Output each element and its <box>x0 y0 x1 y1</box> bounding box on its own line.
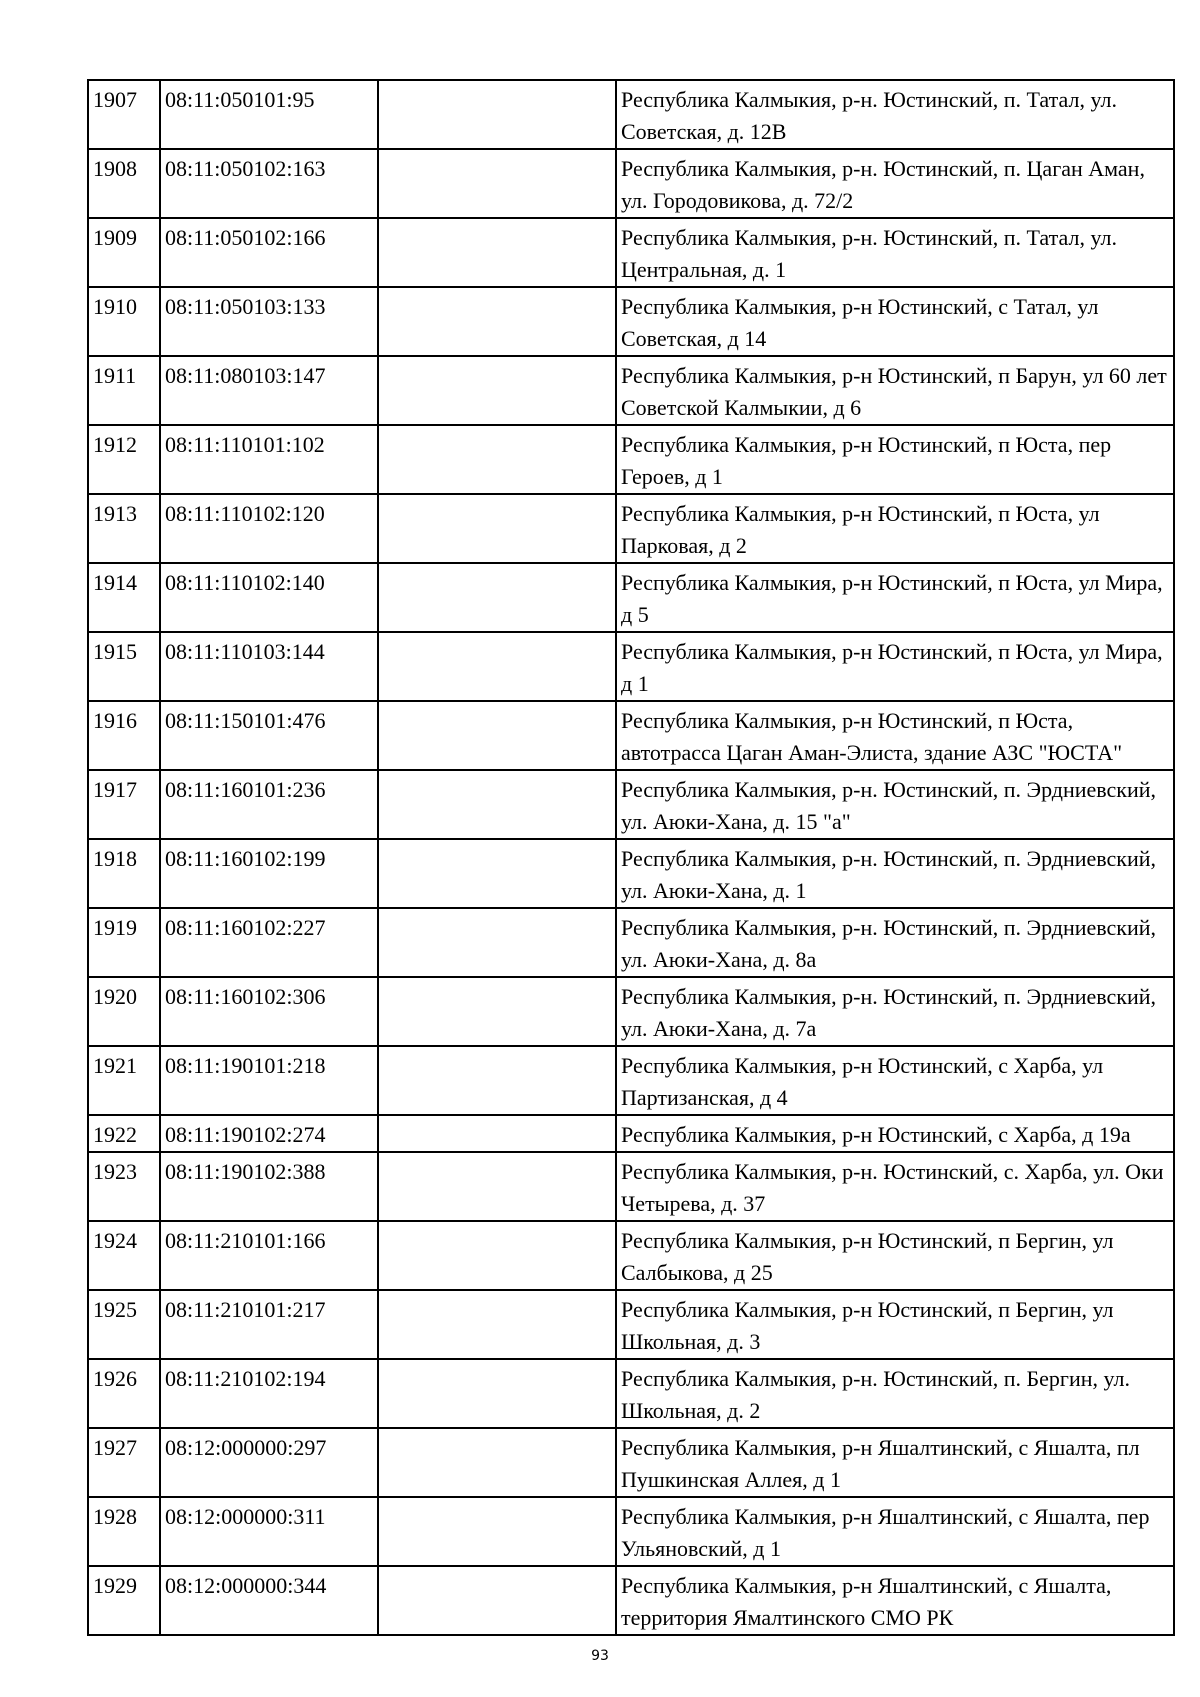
empty-cell <box>378 1428 616 1497</box>
row-number-cell: 1928 <box>88 1497 160 1566</box>
cadastral-number-cell: 08:11:160102:227 <box>160 908 378 977</box>
row-number-cell: 1917 <box>88 770 160 839</box>
property-table <box>87 79 1175 1636</box>
empty-cell <box>378 287 616 356</box>
empty-cell <box>378 977 616 1046</box>
address-cell: Республика Калмыкия, р-н Юстинский, п Юста, пер Героев, д 1 <box>616 425 1174 494</box>
table-row <box>88 80 1174 149</box>
empty-cell <box>378 632 616 701</box>
table-row <box>88 701 1174 770</box>
row-number-cell: 1920 <box>88 977 160 1046</box>
empty-cell <box>378 1290 616 1359</box>
empty-cell <box>378 149 616 218</box>
address-cell: Республика Калмыкия, р-н Юстинский, с Татал, ул Советская, д 14 <box>616 287 1174 356</box>
empty-cell <box>378 356 616 425</box>
table-row <box>88 1359 1174 1428</box>
address-cell: Республика Калмыкия, р-н Юстинский, с Харба, ул Партизанская, д 4 <box>616 1046 1174 1115</box>
table-row <box>88 908 1174 977</box>
address-cell: Республика Калмыкия, р-н Юстинский, п Бергин, ул Салбыкова, д 25 <box>616 1221 1174 1290</box>
row-number-cell: 1927 <box>88 1428 160 1497</box>
address-cell: Республика Калмыкия, р-н Юстинский, п Юста, автотрасса Цаган Аман-Элиста, здание АЗС "ЮСТА" <box>616 701 1174 770</box>
table-row <box>88 1290 1174 1359</box>
cadastral-number-cell: 08:11:160102:306 <box>160 977 378 1046</box>
cadastral-number-cell: 08:11:210101:217 <box>160 1290 378 1359</box>
cadastral-number-cell: 08:11:110101:102 <box>160 425 378 494</box>
table-row <box>88 218 1174 287</box>
cadastral-number-cell: 08:11:190102:274 <box>160 1115 378 1152</box>
row-number-cell: 1921 <box>88 1046 160 1115</box>
table-row <box>88 977 1174 1046</box>
row-number-cell: 1910 <box>88 287 160 356</box>
table-row <box>88 287 1174 356</box>
empty-cell <box>378 1566 616 1635</box>
table-row <box>88 1221 1174 1290</box>
cadastral-number-cell: 08:11:190102:388 <box>160 1152 378 1221</box>
row-number-cell: 1911 <box>88 356 160 425</box>
row-number-cell: 1929 <box>88 1566 160 1635</box>
table-row <box>88 1428 1174 1497</box>
table-row <box>88 770 1174 839</box>
row-number-cell: 1913 <box>88 494 160 563</box>
address-cell: Республика Калмыкия, р-н Юстинский, п Юста, ул Мира, д 5 <box>616 563 1174 632</box>
cadastral-number-cell: 08:11:080103:147 <box>160 356 378 425</box>
cadastral-number-cell: 08:11:110103:144 <box>160 632 378 701</box>
row-number-cell: 1919 <box>88 908 160 977</box>
table-row <box>88 632 1174 701</box>
address-cell: Республика Калмыкия, р-н. Юстинский, п. Татал, ул. Центральная, д. 1 <box>616 218 1174 287</box>
empty-cell <box>378 425 616 494</box>
cadastral-number-cell: 08:11:210101:166 <box>160 1221 378 1290</box>
address-cell: Республика Калмыкия, р-н Юстинский, п Юста, ул Парковая, д 2 <box>616 494 1174 563</box>
table-body <box>88 80 1174 1635</box>
row-number-cell: 1922 <box>88 1115 160 1152</box>
row-number-cell: 1907 <box>88 80 160 149</box>
empty-cell <box>378 1359 616 1428</box>
cadastral-number-cell: 08:11:050102:166 <box>160 218 378 287</box>
empty-cell <box>378 563 616 632</box>
table-row <box>88 149 1174 218</box>
empty-cell <box>378 1497 616 1566</box>
address-cell: Республика Калмыкия, р-н. Юстинский, п. Эрдниевский, ул. Аюки-Хана, д. 8а <box>616 908 1174 977</box>
page-number: 93 <box>591 1648 609 1664</box>
cadastral-number-cell: 08:12:000000:344 <box>160 1566 378 1635</box>
empty-cell <box>378 770 616 839</box>
address-cell: Республика Калмыкия, р-н. Юстинский, п. Бергин, ул. Школьная, д. 2 <box>616 1359 1174 1428</box>
row-number-cell: 1915 <box>88 632 160 701</box>
row-number-cell: 1914 <box>88 563 160 632</box>
address-cell: Республика Калмыкия, р-н Яшалтинский, с Яшалта, пл Пушкинская Аллея, д 1 <box>616 1428 1174 1497</box>
table-row <box>88 1497 1174 1566</box>
table-row <box>88 494 1174 563</box>
address-cell: Республика Калмыкия, р-н. Юстинский, с. Харба, ул. Оки Четырева, д. 37 <box>616 1152 1174 1221</box>
empty-cell <box>378 80 616 149</box>
address-cell: Республика Калмыкия, р-н Юстинский, п Барун, ул 60 лет Советской Калмыкии, д 6 <box>616 356 1174 425</box>
empty-cell <box>378 218 616 287</box>
table-row <box>88 356 1174 425</box>
cadastral-number-cell: 08:11:050103:133 <box>160 287 378 356</box>
empty-cell <box>378 908 616 977</box>
table-row <box>88 1566 1174 1635</box>
cadastral-number-cell: 08:11:160101:236 <box>160 770 378 839</box>
row-number-cell: 1923 <box>88 1152 160 1221</box>
empty-cell <box>378 494 616 563</box>
address-cell: Республика Калмыкия, р-н. Юстинский, п. Цаган Аман, ул. Городовикова, д. 72/2 <box>616 149 1174 218</box>
row-number-cell: 1908 <box>88 149 160 218</box>
table-row <box>88 1152 1174 1221</box>
row-number-cell: 1924 <box>88 1221 160 1290</box>
cadastral-number-cell: 08:11:050102:163 <box>160 149 378 218</box>
cadastral-number-cell: 08:11:050101:95 <box>160 80 378 149</box>
address-cell: Республика Калмыкия, р-н Юстинский, п Бергин, ул Школьная, д. 3 <box>616 1290 1174 1359</box>
table-row <box>88 839 1174 908</box>
row-number-cell: 1926 <box>88 1359 160 1428</box>
address-cell: Республика Калмыкия, р-н. Юстинский, п. Эрдниевский, ул. Аюки-Хана, д. 7а <box>616 977 1174 1046</box>
empty-cell <box>378 839 616 908</box>
row-number-cell: 1916 <box>88 701 160 770</box>
empty-cell <box>378 1046 616 1115</box>
cadastral-number-cell: 08:11:110102:120 <box>160 494 378 563</box>
row-number-cell: 1925 <box>88 1290 160 1359</box>
empty-cell <box>378 1115 616 1152</box>
address-cell: Республика Калмыкия, р-н Юстинский, п Юста, ул Мира, д 1 <box>616 632 1174 701</box>
address-cell: Республика Калмыкия, р-н. Юстинский, п. Татал, ул. Советская, д. 12В <box>616 80 1174 149</box>
row-number-cell: 1909 <box>88 218 160 287</box>
cadastral-number-cell: 08:12:000000:297 <box>160 1428 378 1497</box>
table-row <box>88 425 1174 494</box>
table-row <box>88 563 1174 632</box>
cadastral-number-cell: 08:11:210102:194 <box>160 1359 378 1428</box>
address-cell: Республика Калмыкия, р-н. Юстинский, п. Эрдниевский, ул. Аюки-Хана, д. 1 <box>616 839 1174 908</box>
table-row <box>88 1115 1174 1152</box>
address-cell: Республика Калмыкия, р-н Яшалтинский, с Яшалта, пер Ульяновский, д 1 <box>616 1497 1174 1566</box>
empty-cell <box>378 1152 616 1221</box>
address-cell: Республика Калмыкия, р-н. Юстинский, п. Эрдниевский, ул. Аюки-Хана, д. 15 "а" <box>616 770 1174 839</box>
row-number-cell: 1912 <box>88 425 160 494</box>
cadastral-number-cell: 08:11:150101:476 <box>160 701 378 770</box>
address-cell: Республика Калмыкия, р-н Юстинский, с Харба, д 19а <box>616 1115 1174 1152</box>
cadastral-number-cell: 08:12:000000:311 <box>160 1497 378 1566</box>
row-number-cell: 1918 <box>88 839 160 908</box>
empty-cell <box>378 1221 616 1290</box>
cadastral-number-cell: 08:11:110102:140 <box>160 563 378 632</box>
empty-cell <box>378 701 616 770</box>
cadastral-number-cell: 08:11:190101:218 <box>160 1046 378 1115</box>
document-page <box>87 79 1175 1636</box>
cadastral-number-cell: 08:11:160102:199 <box>160 839 378 908</box>
table-row <box>88 1046 1174 1115</box>
address-cell: Республика Калмыкия, р-н Яшалтинский, с Яшалта, территория Ямалтинского СМО РК <box>616 1566 1174 1635</box>
